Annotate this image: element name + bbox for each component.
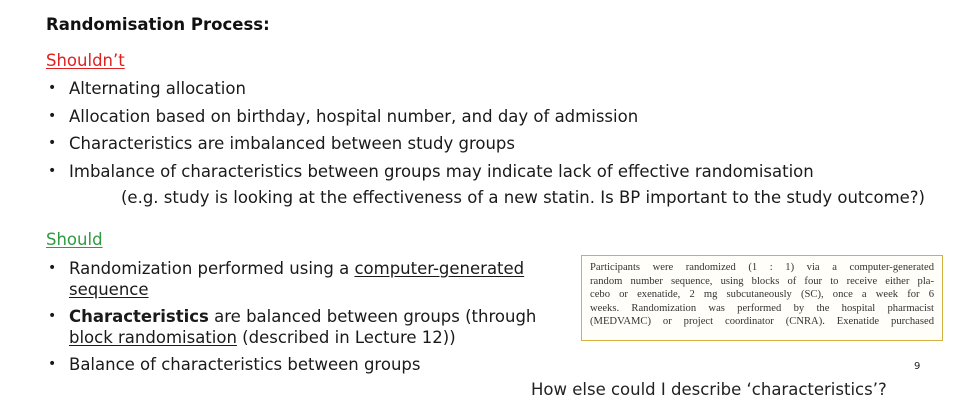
block-randomisation-link: block randomisation xyxy=(69,328,237,347)
paper-excerpt xyxy=(581,255,943,341)
bullet-icon: • xyxy=(48,162,57,179)
question-text: How else could I describe ‘characteristics’? xyxy=(531,380,887,399)
list-item: • Imbalance of characteristics between groups may indicate lack of effective randomisation xyxy=(48,161,814,181)
bullet-icon: • xyxy=(48,260,57,276)
bullet-icon: • xyxy=(48,80,57,96)
excerpt-line: random number sequence, using blocks of four to receive either pla- xyxy=(590,275,934,287)
item-text: are balanced between groups (through xyxy=(208,307,537,326)
bullet-icon: • xyxy=(48,107,57,124)
excerpt-line: weeks. Randomization was performed by the hospital pharmacist xyxy=(590,302,934,314)
bullet-icon: • xyxy=(48,356,57,372)
list-item xyxy=(46,306,566,348)
shouldnt-heading: Shouldn’t xyxy=(46,51,125,70)
excerpt-line: (MEDVAMC) or project coordinator (CNRA). Exenatide purchased xyxy=(590,316,934,328)
statin-example: (e.g. study is looking at the effectiveness of a new statin. Is BP important to the study outcome?) xyxy=(121,188,925,207)
list-item: • Alternating allocation xyxy=(48,79,246,98)
shouldnt-list xyxy=(46,78,814,188)
page-number: 9 xyxy=(914,361,921,372)
item-text: (described in Lecture 12)) xyxy=(236,328,456,347)
excerpt-line: cebo or exenatide, 2 mg subcutaneously (SC), once a week for 6 xyxy=(590,289,934,301)
item-text: Randomization performed using a xyxy=(69,259,355,278)
excerpt-line: Participants were randomized (1 : 1) via a computer-generated xyxy=(590,262,934,273)
bullet-icon: • xyxy=(48,135,57,151)
should-heading: Should xyxy=(46,230,103,249)
should-list xyxy=(46,258,566,375)
computer-generated-sequence-link: computer-generated sequence xyxy=(69,259,525,299)
list-item: • Allocation based on birthday, hospital number, and day of admission xyxy=(48,106,639,126)
slide-title: Randomisation Process: xyxy=(46,15,270,34)
bullet-icon: • xyxy=(48,308,57,324)
list-item xyxy=(46,258,566,300)
characteristics-term: Characteristics xyxy=(69,307,209,326)
list-item: • Balance of characteristics between groups xyxy=(48,355,421,374)
list-item: • Characteristics are imbalanced between study groups xyxy=(48,134,515,153)
